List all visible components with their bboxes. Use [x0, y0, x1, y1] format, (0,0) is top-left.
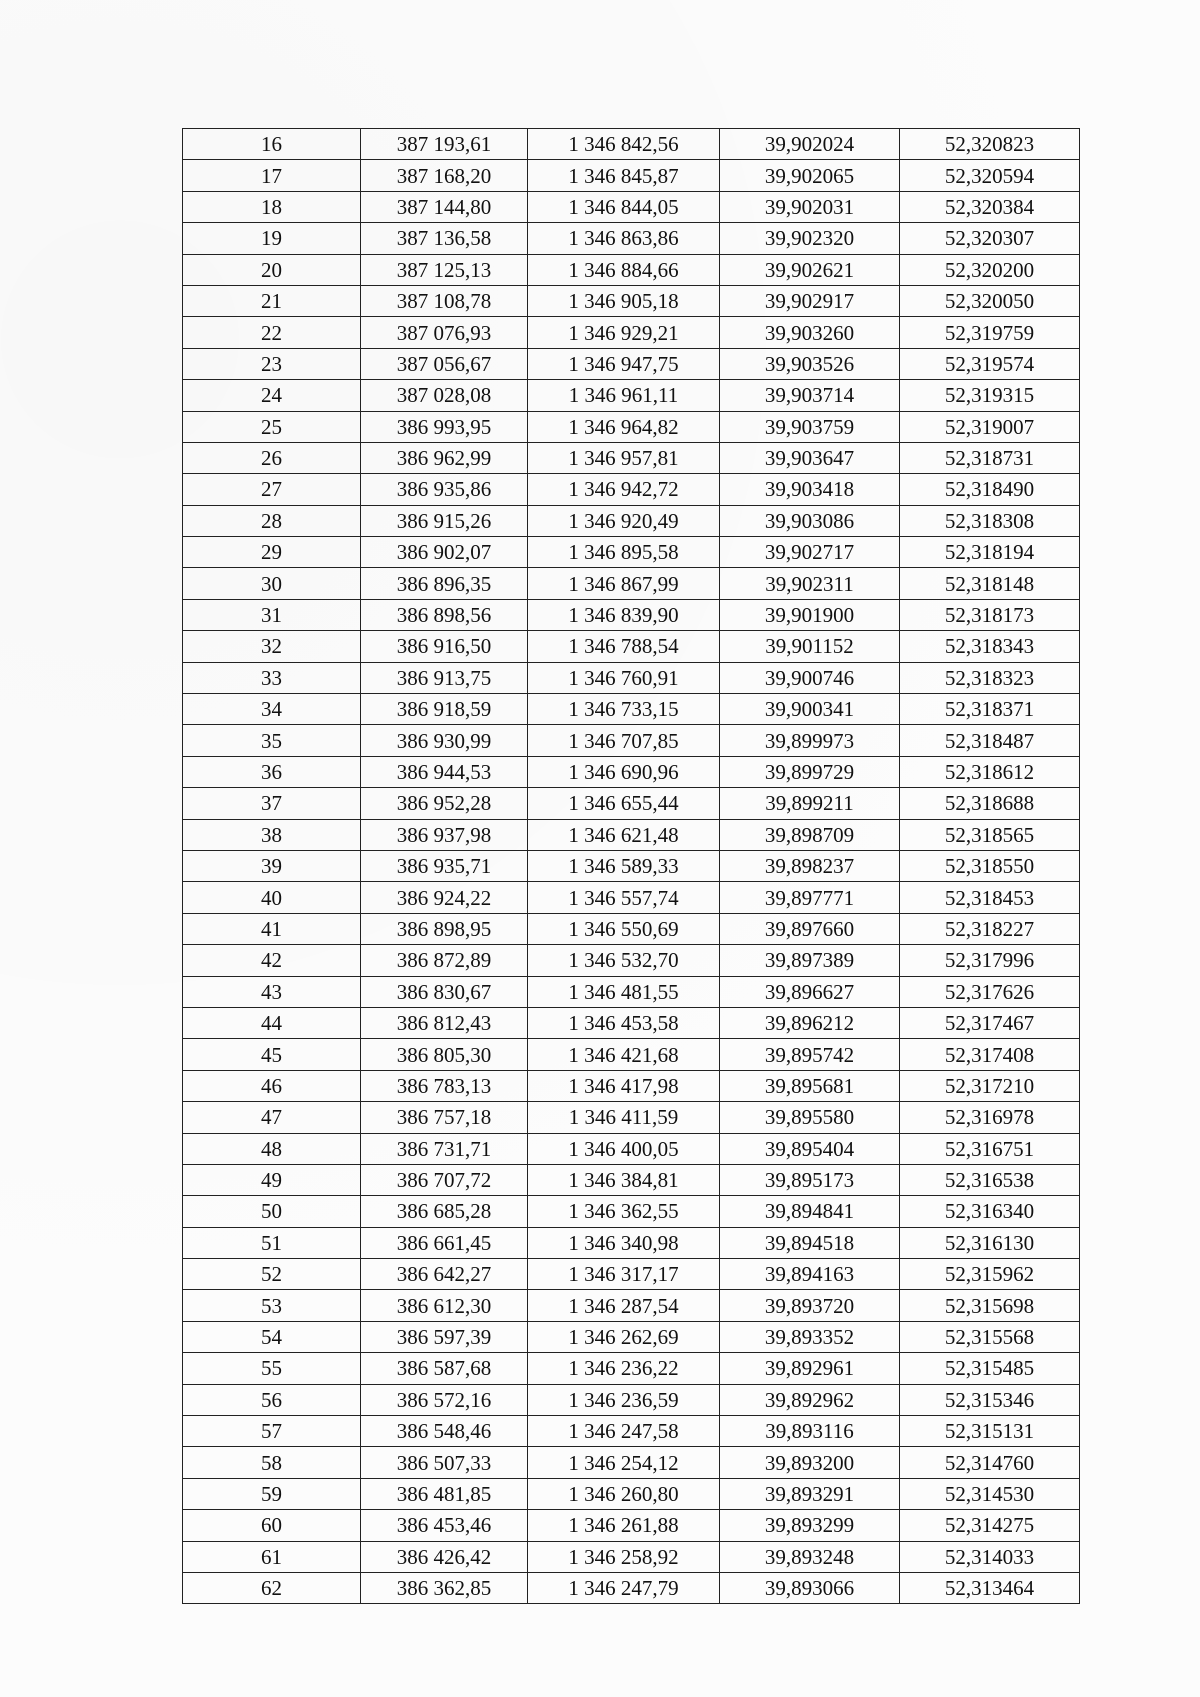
- point-number-cell: 36: [183, 756, 361, 787]
- table-row: [183, 1227, 1080, 1258]
- table-row: [183, 568, 1080, 599]
- table-row: [183, 223, 1080, 254]
- longitude-cell: 39,897660: [720, 913, 900, 944]
- table-row: [183, 725, 1080, 756]
- longitude-cell: 39,894163: [720, 1259, 900, 1290]
- latitude-cell: 52,320050: [900, 285, 1080, 316]
- x-coordinate-cell: 386 935,71: [361, 850, 528, 881]
- y-coordinate-cell: 1 346 867,99: [528, 568, 720, 599]
- point-number-cell: 19: [183, 223, 361, 254]
- y-coordinate-cell: 1 346 557,74: [528, 882, 720, 913]
- table-row: [183, 1478, 1080, 1509]
- longitude-cell: 39,899211: [720, 788, 900, 819]
- table-row: [183, 348, 1080, 379]
- point-number-cell: 26: [183, 442, 361, 473]
- point-number-cell: 25: [183, 411, 361, 442]
- latitude-cell: 52,318453: [900, 882, 1080, 913]
- x-coordinate-cell: 386 507,33: [361, 1447, 528, 1478]
- x-coordinate-cell: 387 125,13: [361, 254, 528, 285]
- y-coordinate-cell: 1 346 262,69: [528, 1321, 720, 1352]
- table-row: [183, 129, 1080, 160]
- point-number-cell: 24: [183, 380, 361, 411]
- point-number-cell: 44: [183, 1007, 361, 1038]
- x-coordinate-cell: 387 144,80: [361, 191, 528, 222]
- latitude-cell: 52,315568: [900, 1321, 1080, 1352]
- longitude-cell: 39,895173: [720, 1164, 900, 1195]
- y-coordinate-cell: 1 346 929,21: [528, 317, 720, 348]
- table-row: [183, 599, 1080, 630]
- table-row: [183, 819, 1080, 850]
- latitude-cell: 52,318173: [900, 599, 1080, 630]
- x-coordinate-cell: 386 944,53: [361, 756, 528, 787]
- point-number-cell: 39: [183, 850, 361, 881]
- longitude-cell: 39,900746: [720, 662, 900, 693]
- y-coordinate-cell: 1 346 621,48: [528, 819, 720, 850]
- latitude-cell: 52,316340: [900, 1196, 1080, 1227]
- longitude-cell: 39,903647: [720, 442, 900, 473]
- y-coordinate-cell: 1 346 340,98: [528, 1227, 720, 1258]
- latitude-cell: 52,317408: [900, 1039, 1080, 1070]
- longitude-cell: 39,903086: [720, 505, 900, 536]
- y-coordinate-cell: 1 346 964,82: [528, 411, 720, 442]
- table-row: [183, 882, 1080, 913]
- table-row: [183, 913, 1080, 944]
- y-coordinate-cell: 1 346 247,58: [528, 1416, 720, 1447]
- table-row: [183, 1290, 1080, 1321]
- x-coordinate-cell: 386 642,27: [361, 1259, 528, 1290]
- y-coordinate-cell: 1 346 707,85: [528, 725, 720, 756]
- latitude-cell: 52,320307: [900, 223, 1080, 254]
- y-coordinate-cell: 1 346 236,22: [528, 1353, 720, 1384]
- x-coordinate-cell: 387 076,93: [361, 317, 528, 348]
- latitude-cell: 52,318308: [900, 505, 1080, 536]
- table-row: [183, 1196, 1080, 1227]
- point-number-cell: 45: [183, 1039, 361, 1070]
- x-coordinate-cell: 386 572,16: [361, 1384, 528, 1415]
- latitude-cell: 52,319574: [900, 348, 1080, 379]
- x-coordinate-cell: 386 783,13: [361, 1070, 528, 1101]
- y-coordinate-cell: 1 346 942,72: [528, 474, 720, 505]
- x-coordinate-cell: 386 924,22: [361, 882, 528, 913]
- table-row: [183, 976, 1080, 1007]
- longitude-cell: 39,893291: [720, 1478, 900, 1509]
- longitude-cell: 39,901900: [720, 599, 900, 630]
- longitude-cell: 39,902621: [720, 254, 900, 285]
- point-number-cell: 62: [183, 1572, 361, 1603]
- point-number-cell: 50: [183, 1196, 361, 1227]
- y-coordinate-cell: 1 346 317,17: [528, 1259, 720, 1290]
- x-coordinate-cell: 386 896,35: [361, 568, 528, 599]
- y-coordinate-cell: 1 346 839,90: [528, 599, 720, 630]
- y-coordinate-cell: 1 346 400,05: [528, 1133, 720, 1164]
- longitude-cell: 39,897389: [720, 945, 900, 976]
- latitude-cell: 52,320384: [900, 191, 1080, 222]
- x-coordinate-cell: 386 916,50: [361, 631, 528, 662]
- longitude-cell: 39,899729: [720, 756, 900, 787]
- point-number-cell: 29: [183, 537, 361, 568]
- table-row: [183, 537, 1080, 568]
- longitude-cell: 39,896627: [720, 976, 900, 1007]
- latitude-cell: 52,316538: [900, 1164, 1080, 1195]
- coordinates-table-body: [183, 129, 1080, 1604]
- table-row: [183, 694, 1080, 725]
- table-row: [183, 1321, 1080, 1352]
- latitude-cell: 52,314530: [900, 1478, 1080, 1509]
- point-number-cell: 16: [183, 129, 361, 160]
- point-number-cell: 55: [183, 1353, 361, 1384]
- latitude-cell: 52,315485: [900, 1353, 1080, 1384]
- longitude-cell: 39,903418: [720, 474, 900, 505]
- longitude-cell: 39,903759: [720, 411, 900, 442]
- x-coordinate-cell: 386 685,28: [361, 1196, 528, 1227]
- latitude-cell: 52,316751: [900, 1133, 1080, 1164]
- y-coordinate-cell: 1 346 287,54: [528, 1290, 720, 1321]
- x-coordinate-cell: 386 935,86: [361, 474, 528, 505]
- latitude-cell: 52,318688: [900, 788, 1080, 819]
- y-coordinate-cell: 1 346 733,15: [528, 694, 720, 725]
- x-coordinate-cell: 387 136,58: [361, 223, 528, 254]
- table-row: [183, 1447, 1080, 1478]
- latitude-cell: 52,318148: [900, 568, 1080, 599]
- longitude-cell: 39,898709: [720, 819, 900, 850]
- longitude-cell: 39,903526: [720, 348, 900, 379]
- x-coordinate-cell: 386 453,46: [361, 1510, 528, 1541]
- latitude-cell: 52,315346: [900, 1384, 1080, 1415]
- y-coordinate-cell: 1 346 261,88: [528, 1510, 720, 1541]
- table-row: [183, 411, 1080, 442]
- table-row: [183, 1353, 1080, 1384]
- latitude-cell: 52,318227: [900, 913, 1080, 944]
- latitude-cell: 52,316978: [900, 1102, 1080, 1133]
- table-row: [183, 1541, 1080, 1572]
- table-row: [183, 1039, 1080, 1070]
- y-coordinate-cell: 1 346 844,05: [528, 191, 720, 222]
- y-coordinate-cell: 1 346 947,75: [528, 348, 720, 379]
- y-coordinate-cell: 1 346 842,56: [528, 129, 720, 160]
- table-row: [183, 788, 1080, 819]
- longitude-cell: 39,903260: [720, 317, 900, 348]
- x-coordinate-cell: 386 915,26: [361, 505, 528, 536]
- longitude-cell: 39,895580: [720, 1102, 900, 1133]
- y-coordinate-cell: 1 346 258,92: [528, 1541, 720, 1572]
- x-coordinate-cell: 386 612,30: [361, 1290, 528, 1321]
- point-number-cell: 18: [183, 191, 361, 222]
- table-row: [183, 631, 1080, 662]
- longitude-cell: 39,902065: [720, 160, 900, 191]
- point-number-cell: 30: [183, 568, 361, 599]
- table-row: [183, 756, 1080, 787]
- latitude-cell: 52,315698: [900, 1290, 1080, 1321]
- latitude-cell: 52,318490: [900, 474, 1080, 505]
- y-coordinate-cell: 1 346 421,68: [528, 1039, 720, 1070]
- latitude-cell: 52,314033: [900, 1541, 1080, 1572]
- point-number-cell: 37: [183, 788, 361, 819]
- point-number-cell: 41: [183, 913, 361, 944]
- longitude-cell: 39,893248: [720, 1541, 900, 1572]
- table-row: [183, 1259, 1080, 1290]
- longitude-cell: 39,895681: [720, 1070, 900, 1101]
- point-number-cell: 61: [183, 1541, 361, 1572]
- y-coordinate-cell: 1 346 589,33: [528, 850, 720, 881]
- y-coordinate-cell: 1 346 453,58: [528, 1007, 720, 1038]
- point-number-cell: 33: [183, 662, 361, 693]
- x-coordinate-cell: 386 962,99: [361, 442, 528, 473]
- latitude-cell: 52,320594: [900, 160, 1080, 191]
- latitude-cell: 52,320823: [900, 129, 1080, 160]
- point-number-cell: 48: [183, 1133, 361, 1164]
- table-row: [183, 380, 1080, 411]
- point-number-cell: 34: [183, 694, 361, 725]
- y-coordinate-cell: 1 346 655,44: [528, 788, 720, 819]
- y-coordinate-cell: 1 346 920,49: [528, 505, 720, 536]
- y-coordinate-cell: 1 346 895,58: [528, 537, 720, 568]
- longitude-cell: 39,900341: [720, 694, 900, 725]
- point-number-cell: 40: [183, 882, 361, 913]
- longitude-cell: 39,894518: [720, 1227, 900, 1258]
- longitude-cell: 39,902320: [720, 223, 900, 254]
- point-number-cell: 56: [183, 1384, 361, 1415]
- longitude-cell: 39,893352: [720, 1321, 900, 1352]
- y-coordinate-cell: 1 346 845,87: [528, 160, 720, 191]
- point-number-cell: 58: [183, 1447, 361, 1478]
- y-coordinate-cell: 1 346 760,91: [528, 662, 720, 693]
- point-number-cell: 47: [183, 1102, 361, 1133]
- point-number-cell: 54: [183, 1321, 361, 1352]
- x-coordinate-cell: 387 108,78: [361, 285, 528, 316]
- point-number-cell: 46: [183, 1070, 361, 1101]
- y-coordinate-cell: 1 346 884,66: [528, 254, 720, 285]
- latitude-cell: 52,317467: [900, 1007, 1080, 1038]
- longitude-cell: 39,902717: [720, 537, 900, 568]
- x-coordinate-cell: 386 426,42: [361, 1541, 528, 1572]
- point-number-cell: 49: [183, 1164, 361, 1195]
- x-coordinate-cell: 386 548,46: [361, 1416, 528, 1447]
- y-coordinate-cell: 1 346 690,96: [528, 756, 720, 787]
- x-coordinate-cell: 387 028,08: [361, 380, 528, 411]
- table-row: [183, 850, 1080, 881]
- table-row: [183, 662, 1080, 693]
- latitude-cell: 52,317996: [900, 945, 1080, 976]
- x-coordinate-cell: 386 812,43: [361, 1007, 528, 1038]
- x-coordinate-cell: 386 707,72: [361, 1164, 528, 1195]
- table-row: [183, 285, 1080, 316]
- y-coordinate-cell: 1 346 532,70: [528, 945, 720, 976]
- longitude-cell: 39,902024: [720, 129, 900, 160]
- point-number-cell: 59: [183, 1478, 361, 1509]
- point-number-cell: 57: [183, 1416, 361, 1447]
- longitude-cell: 39,893116: [720, 1416, 900, 1447]
- y-coordinate-cell: 1 346 863,86: [528, 223, 720, 254]
- point-number-cell: 21: [183, 285, 361, 316]
- longitude-cell: 39,896212: [720, 1007, 900, 1038]
- longitude-cell: 39,894841: [720, 1196, 900, 1227]
- y-coordinate-cell: 1 346 411,59: [528, 1102, 720, 1133]
- longitude-cell: 39,893066: [720, 1572, 900, 1603]
- latitude-cell: 52,318343: [900, 631, 1080, 662]
- x-coordinate-cell: 386 952,28: [361, 788, 528, 819]
- y-coordinate-cell: 1 346 236,59: [528, 1384, 720, 1415]
- y-coordinate-cell: 1 346 788,54: [528, 631, 720, 662]
- point-number-cell: 31: [183, 599, 361, 630]
- point-number-cell: 27: [183, 474, 361, 505]
- latitude-cell: 52,315962: [900, 1259, 1080, 1290]
- x-coordinate-cell: 387 168,20: [361, 160, 528, 191]
- table-row: [183, 505, 1080, 536]
- longitude-cell: 39,901152: [720, 631, 900, 662]
- latitude-cell: 52,318371: [900, 694, 1080, 725]
- longitude-cell: 39,897771: [720, 882, 900, 913]
- x-coordinate-cell: 386 913,75: [361, 662, 528, 693]
- x-coordinate-cell: 386 481,85: [361, 1478, 528, 1509]
- point-number-cell: 53: [183, 1290, 361, 1321]
- x-coordinate-cell: 386 918,59: [361, 694, 528, 725]
- y-coordinate-cell: 1 346 362,55: [528, 1196, 720, 1227]
- x-coordinate-cell: 386 872,89: [361, 945, 528, 976]
- point-number-cell: 51: [183, 1227, 361, 1258]
- table-row: [183, 945, 1080, 976]
- y-coordinate-cell: 1 346 384,81: [528, 1164, 720, 1195]
- x-coordinate-cell: 386 898,56: [361, 599, 528, 630]
- table-row: [183, 1102, 1080, 1133]
- table-row: [183, 1070, 1080, 1101]
- y-coordinate-cell: 1 346 260,80: [528, 1478, 720, 1509]
- table-row: [183, 317, 1080, 348]
- longitude-cell: 39,893720: [720, 1290, 900, 1321]
- latitude-cell: 52,315131: [900, 1416, 1080, 1447]
- table-row: [183, 442, 1080, 473]
- latitude-cell: 52,318194: [900, 537, 1080, 568]
- latitude-cell: 52,318731: [900, 442, 1080, 473]
- longitude-cell: 39,898237: [720, 850, 900, 881]
- table-row: [183, 1164, 1080, 1195]
- point-number-cell: 23: [183, 348, 361, 379]
- y-coordinate-cell: 1 346 254,12: [528, 1447, 720, 1478]
- latitude-cell: 52,317210: [900, 1070, 1080, 1101]
- point-number-cell: 38: [183, 819, 361, 850]
- longitude-cell: 39,902311: [720, 568, 900, 599]
- point-number-cell: 60: [183, 1510, 361, 1541]
- x-coordinate-cell: 386 830,67: [361, 976, 528, 1007]
- longitude-cell: 39,895404: [720, 1133, 900, 1164]
- table-row: [183, 1416, 1080, 1447]
- y-coordinate-cell: 1 346 961,11: [528, 380, 720, 411]
- latitude-cell: 52,318612: [900, 756, 1080, 787]
- x-coordinate-cell: 386 930,99: [361, 725, 528, 756]
- longitude-cell: 39,902031: [720, 191, 900, 222]
- y-coordinate-cell: 1 346 957,81: [528, 442, 720, 473]
- latitude-cell: 52,313464: [900, 1572, 1080, 1603]
- point-number-cell: 20: [183, 254, 361, 285]
- point-number-cell: 22: [183, 317, 361, 348]
- longitude-cell: 39,899973: [720, 725, 900, 756]
- y-coordinate-cell: 1 346 417,98: [528, 1070, 720, 1101]
- y-coordinate-cell: 1 346 550,69: [528, 913, 720, 944]
- x-coordinate-cell: 386 661,45: [361, 1227, 528, 1258]
- x-coordinate-cell: 386 805,30: [361, 1039, 528, 1070]
- x-coordinate-cell: 386 937,98: [361, 819, 528, 850]
- y-coordinate-cell: 1 346 905,18: [528, 285, 720, 316]
- latitude-cell: 52,319007: [900, 411, 1080, 442]
- latitude-cell: 52,318565: [900, 819, 1080, 850]
- x-coordinate-cell: 386 597,39: [361, 1321, 528, 1352]
- x-coordinate-cell: 386 731,71: [361, 1133, 528, 1164]
- table-row: [183, 1510, 1080, 1541]
- point-number-cell: 43: [183, 976, 361, 1007]
- latitude-cell: 52,319759: [900, 317, 1080, 348]
- longitude-cell: 39,893299: [720, 1510, 900, 1541]
- latitude-cell: 52,320200: [900, 254, 1080, 285]
- table-row: [183, 160, 1080, 191]
- longitude-cell: 39,893200: [720, 1447, 900, 1478]
- latitude-cell: 52,314275: [900, 1510, 1080, 1541]
- table-row: [183, 191, 1080, 222]
- longitude-cell: 39,903714: [720, 380, 900, 411]
- latitude-cell: 52,317626: [900, 976, 1080, 1007]
- table-row: [183, 1572, 1080, 1603]
- x-coordinate-cell: 386 902,07: [361, 537, 528, 568]
- latitude-cell: 52,314760: [900, 1447, 1080, 1478]
- point-number-cell: 32: [183, 631, 361, 662]
- point-number-cell: 42: [183, 945, 361, 976]
- longitude-cell: 39,892962: [720, 1384, 900, 1415]
- longitude-cell: 39,895742: [720, 1039, 900, 1070]
- point-number-cell: 52: [183, 1259, 361, 1290]
- point-number-cell: 28: [183, 505, 361, 536]
- latitude-cell: 52,318487: [900, 725, 1080, 756]
- x-coordinate-cell: 386 362,85: [361, 1572, 528, 1603]
- latitude-cell: 52,318323: [900, 662, 1080, 693]
- x-coordinate-cell: 386 587,68: [361, 1353, 528, 1384]
- table-row: [183, 1133, 1080, 1164]
- x-coordinate-cell: 386 993,95: [361, 411, 528, 442]
- table-row: [183, 1384, 1080, 1415]
- x-coordinate-cell: 387 056,67: [361, 348, 528, 379]
- y-coordinate-cell: 1 346 481,55: [528, 976, 720, 1007]
- longitude-cell: 39,892961: [720, 1353, 900, 1384]
- table-row: [183, 474, 1080, 505]
- x-coordinate-cell: 387 193,61: [361, 129, 528, 160]
- coordinates-table: [182, 128, 1080, 1604]
- table-row: [183, 1007, 1080, 1038]
- longitude-cell: 39,902917: [720, 285, 900, 316]
- table-row: [183, 254, 1080, 285]
- x-coordinate-cell: 386 757,18: [361, 1102, 528, 1133]
- latitude-cell: 52,316130: [900, 1227, 1080, 1258]
- y-coordinate-cell: 1 346 247,79: [528, 1572, 720, 1603]
- point-number-cell: 35: [183, 725, 361, 756]
- latitude-cell: 52,318550: [900, 850, 1080, 881]
- point-number-cell: 17: [183, 160, 361, 191]
- x-coordinate-cell: 386 898,95: [361, 913, 528, 944]
- latitude-cell: 52,319315: [900, 380, 1080, 411]
